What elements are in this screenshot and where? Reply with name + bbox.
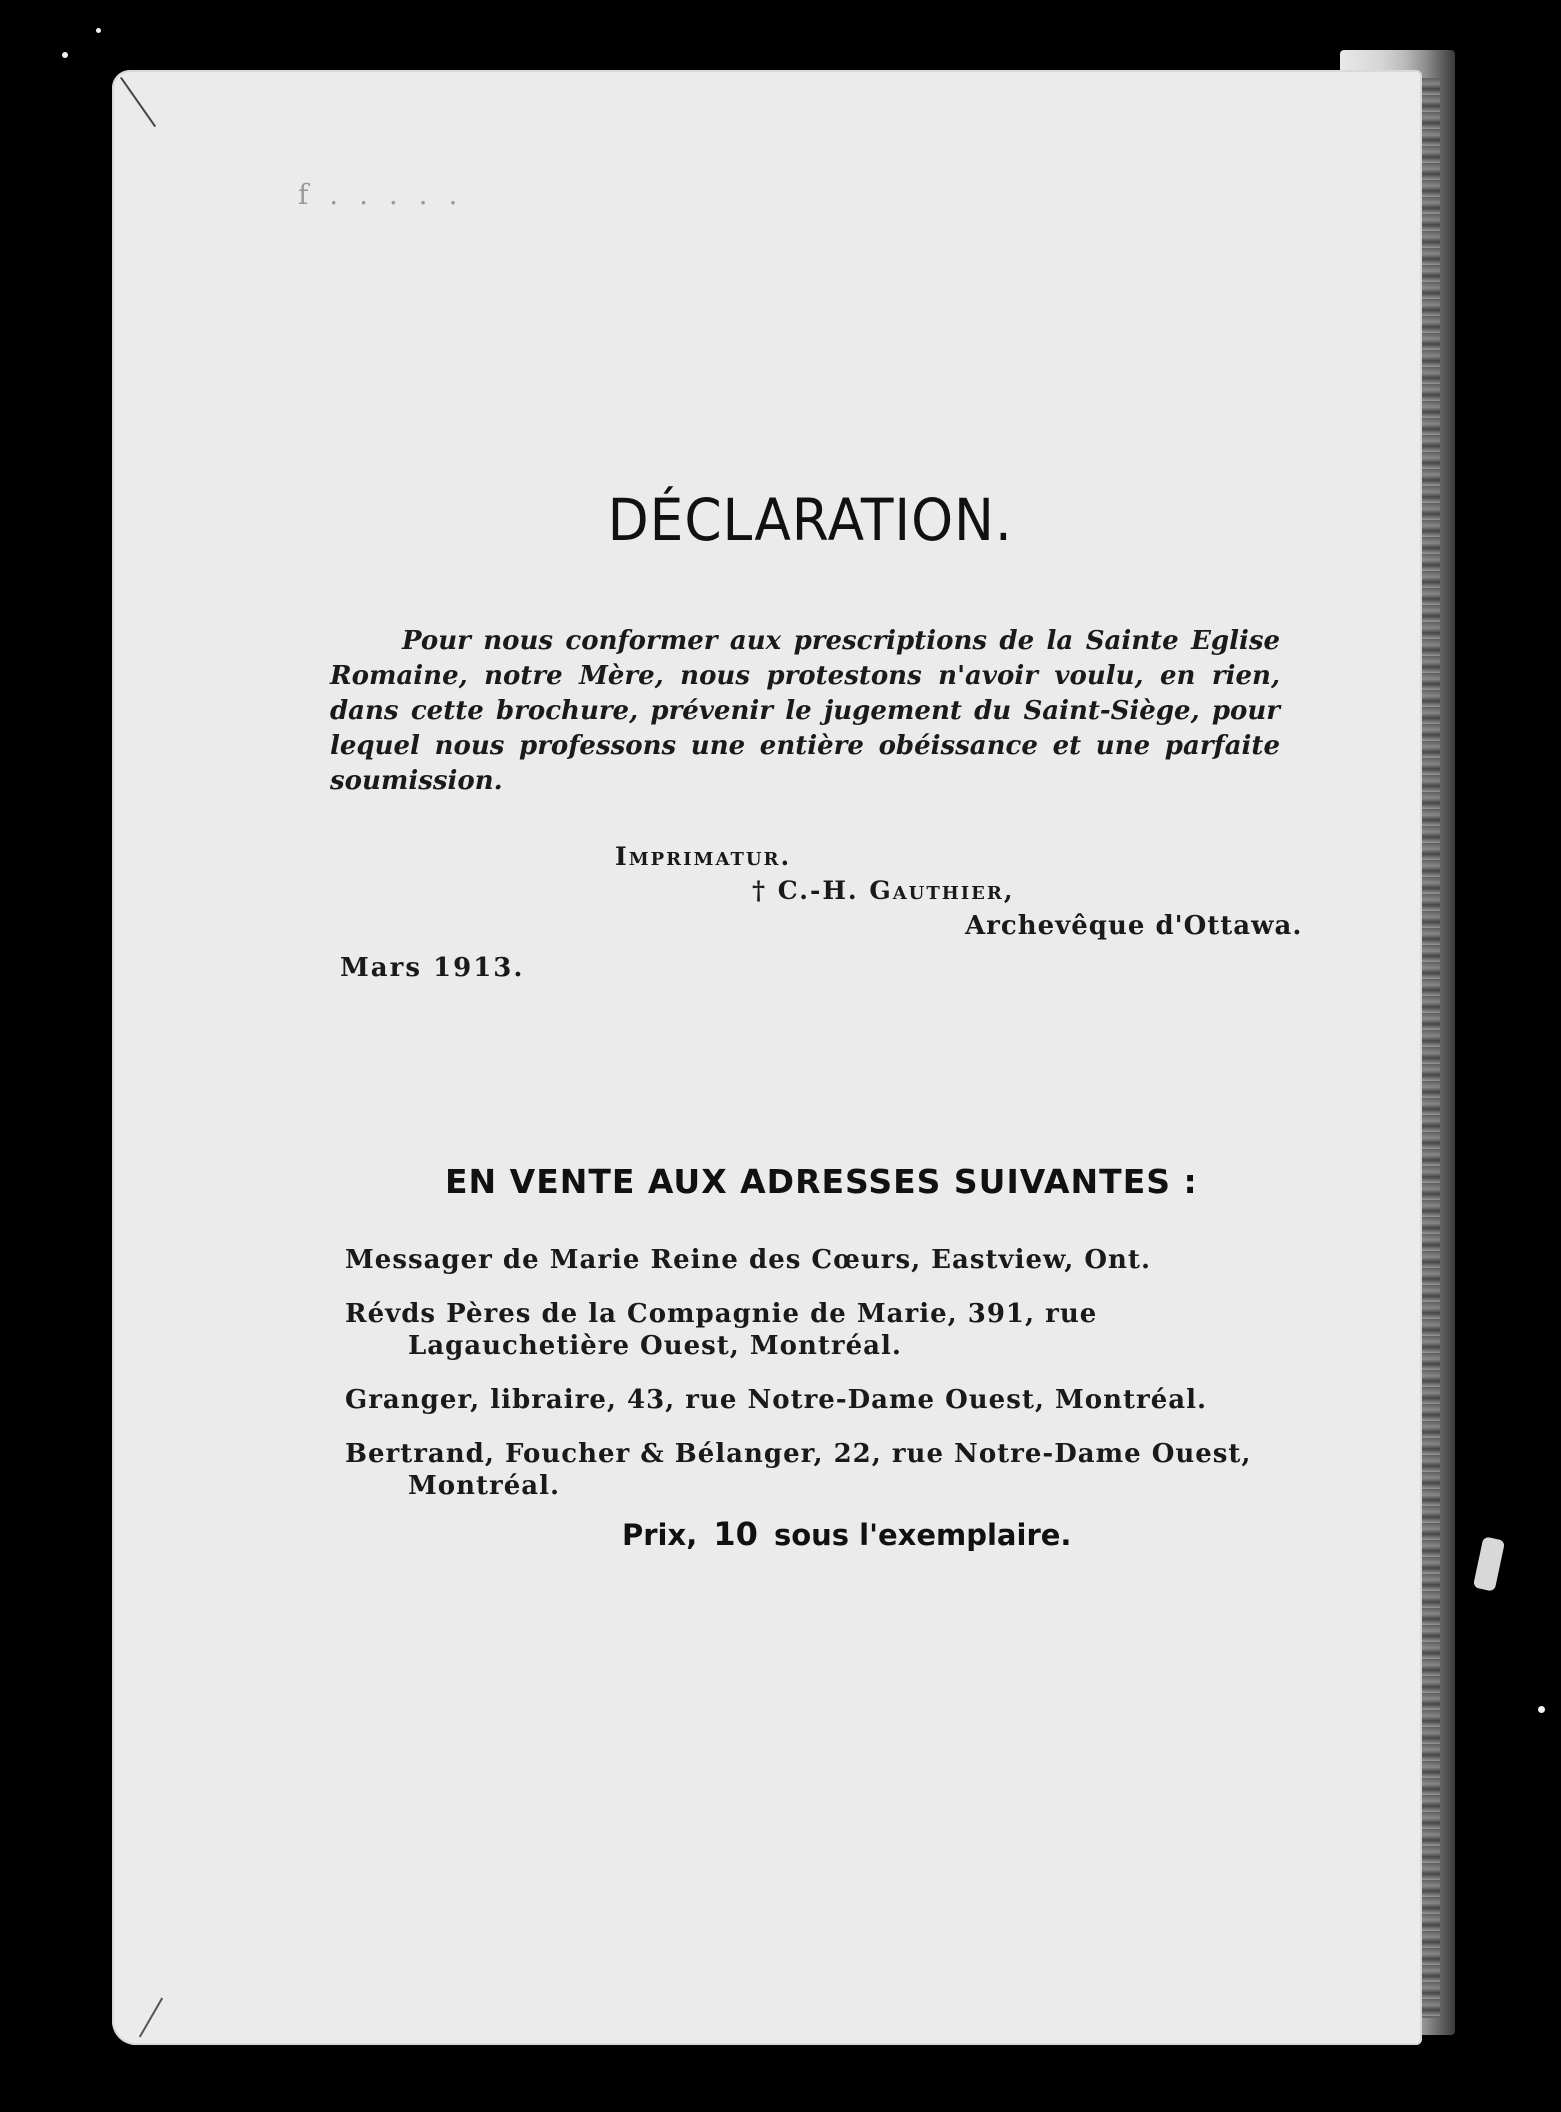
- address-item: Révds Pères de la Compagnie de Marie, 391, rue Lagauchetière Ouest, Montréal.: [345, 1299, 1098, 1361]
- address-item: Messager de Marie Reine des Cœurs, Eastview, Ont.: [345, 1245, 1151, 1275]
- sale-addresses-heading: EN VENTE AUX ADRESSES SUIVANTES :: [445, 1162, 1198, 1201]
- price-line: [622, 1515, 1071, 1553]
- imprimatur-label: Imprimatur.: [615, 842, 792, 871]
- publication-date: Mars 1913.: [340, 953, 525, 983]
- paper-clip-mark: [1473, 1536, 1505, 1591]
- price-prefix: Prix,: [622, 1518, 698, 1552]
- paper-sheet: [112, 70, 1422, 2045]
- price-suffix: sous l'exemplaire.: [773, 1518, 1072, 1552]
- price-number: 10: [713, 1515, 758, 1553]
- pencil-annotation: f . . . . .: [298, 178, 464, 211]
- address-item: Granger, libraire, 43, rue Notre-Dame Ouest, Montréal.: [345, 1385, 1208, 1415]
- signer-name: † C.-H. Gauthier,: [752, 876, 1015, 905]
- address-item: Bertrand, Foucher & Bélanger, 22, rue Notre-Dame Ouest, Montréal.: [345, 1439, 1252, 1501]
- page-title: DÉCLARATION.: [607, 486, 1013, 554]
- signer-title: Archevêque d'Ottawa.: [965, 911, 1303, 941]
- dust-speck: [96, 28, 101, 33]
- address-list: [345, 1244, 1290, 1524]
- dust-speck: [62, 52, 68, 58]
- declaration-paragraph: Pour nous conformer aux prescriptions de la Sainte Eglise Romaine, notre Mère, nous protestons n'avoir voulu, en rien, dans cette brochure, prévenir le jugement du Saint-Siège, pour lequel nous professons une entière obéissance et une parfaite soumission.: [330, 626, 1280, 796]
- dust-speck: [1538, 1706, 1545, 1713]
